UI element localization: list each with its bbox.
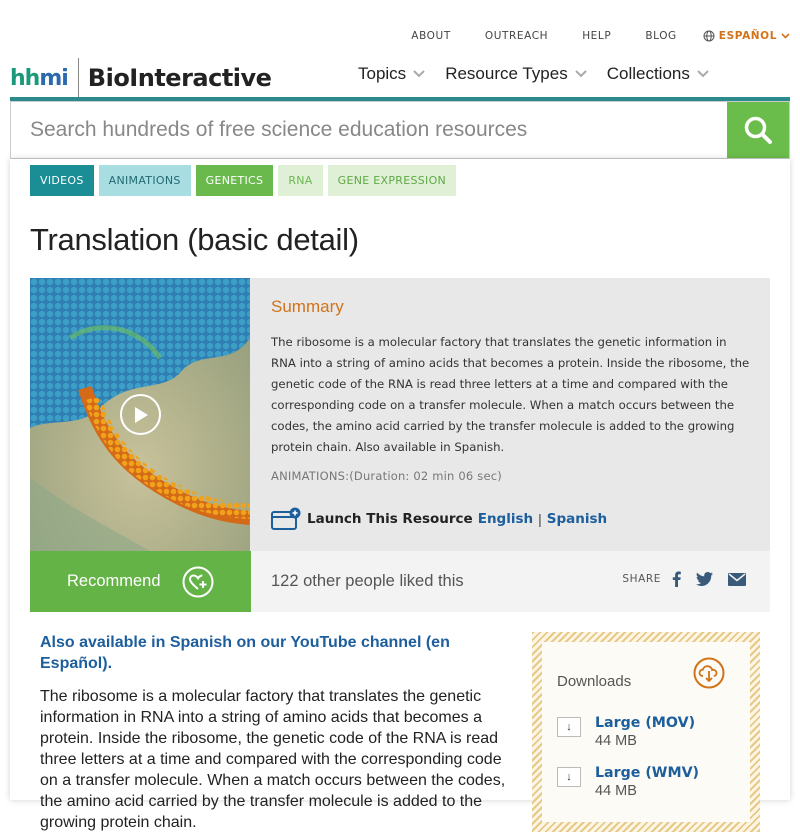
spanish-youtube-link[interactable]: Also available in Spanish on our YouTube channel (en Español). — [40, 634, 450, 672]
blog-link[interactable]: BLOG — [645, 30, 677, 42]
likes-count: 122 other people liked this — [271, 572, 464, 590]
chevron-down-icon — [697, 70, 709, 78]
nav-collections-label: Collections — [606, 64, 690, 83]
download-size: 44 MB — [595, 733, 637, 749]
tag-animations[interactable]: ANIMATIONS — [99, 165, 191, 196]
utility-nav — [377, 30, 790, 42]
email-icon[interactable] — [728, 573, 746, 586]
logo-divider — [78, 58, 79, 98]
downloads-box — [532, 632, 760, 832]
recommend-button[interactable] — [30, 551, 251, 612]
launch-english-link[interactable]: English — [477, 511, 534, 527]
cloud-download-icon — [693, 657, 725, 689]
download-size: 44 MB — [595, 783, 637, 799]
download-text — [595, 765, 699, 799]
resource-duration: ANIMATIONS:(Duration: 02 min 06 sec) — [271, 469, 502, 483]
tag-videos[interactable]: VIDEOS — [30, 165, 94, 196]
downloads-heading: Downloads — [557, 673, 632, 690]
language-switch[interactable] — [703, 30, 790, 42]
launch-resource — [271, 507, 607, 531]
biointeractive-wordmark: BioInteractive — [87, 64, 272, 92]
chevron-down-icon — [575, 70, 587, 78]
main-nav — [358, 64, 729, 84]
twitter-icon[interactable] — [696, 572, 713, 586]
facebook-icon[interactable] — [672, 571, 681, 587]
globe-icon — [703, 30, 715, 42]
downloads-inner — [542, 642, 750, 822]
play-button[interactable] — [120, 394, 161, 435]
share-bar — [622, 571, 746, 587]
nav-topics[interactable] — [358, 64, 425, 84]
summary-text: The ribosome is a molecular factory that translates the genetic information in RNA into a string of amino acids that becomes a protein. Inside the ribosome, the genetic code of the RNA is read three letters at a time and compared with the corresponding code on a transfer molecule. When a match occurs between the codes, the amino acid carried by the transfer molecule is added to the growing protein chain. Also available in Spanish. — [271, 335, 750, 454]
launch-label: Launch This Resource — [307, 511, 473, 527]
launch-icon — [271, 507, 301, 531]
help-link[interactable]: HELP — [582, 30, 612, 42]
nav-resource-types[interactable] — [445, 64, 587, 84]
hhmi-logo: hhmi — [10, 65, 68, 91]
language-label: ESPAÑOL — [718, 30, 777, 42]
chevron-down-icon — [413, 70, 425, 78]
recommend-label: Recommend — [67, 572, 161, 590]
tag-gene-expression[interactable]: GENE EXPRESSION — [328, 165, 456, 196]
chevron-down-icon — [781, 33, 790, 39]
outreach-link[interactable]: OUTREACH — [484, 30, 549, 42]
search-bar — [10, 101, 790, 159]
page-title: Translation (basic detail) — [30, 222, 359, 257]
summary-box — [250, 278, 770, 551]
search-input[interactable] — [11, 102, 727, 158]
download-item[interactable] — [557, 765, 699, 799]
launch-separator: | — [538, 511, 542, 527]
share-label: SHARE — [622, 573, 661, 585]
site-logo[interactable] — [10, 58, 271, 98]
download-name[interactable]: Large (WMV) — [595, 765, 700, 781]
resource-description: The ribosome is a molecular factory that translates the genetic information in RNA into a string of amino acids that becomes a protein. Inside the ribosome, the genetic code of the RNA is read three letters at a time and compared with the corresponding code on a transfer molecule. When a match occurs between the codes, the amino acid carried by the transfer molecule is added to the growing protein chain. — [40, 688, 506, 831]
search-icon — [743, 115, 773, 145]
download-item[interactable] — [557, 715, 695, 749]
about-link[interactable]: ABOUT — [411, 30, 451, 42]
play-icon — [133, 406, 149, 424]
tag-genetics[interactable]: GENETICS — [196, 165, 274, 196]
nav-resource-types-label: Resource Types — [445, 64, 568, 83]
summary-heading: Summary — [271, 297, 344, 316]
tag-list — [30, 165, 456, 196]
nav-collections[interactable] — [607, 64, 709, 84]
search-button[interactable] — [727, 102, 789, 158]
download-arrow-icon: ↓ — [557, 717, 581, 737]
nav-topics-label: Topics — [358, 64, 407, 83]
tag-rna[interactable]: RNA — [278, 165, 322, 196]
download-text — [595, 715, 695, 749]
heart-plus-icon — [182, 566, 214, 598]
launch-spanish-link[interactable]: Spanish — [546, 511, 608, 527]
likes-row — [251, 551, 770, 612]
download-arrow-icon: ↓ — [557, 767, 581, 787]
download-name[interactable]: Large (MOV) — [595, 715, 696, 731]
